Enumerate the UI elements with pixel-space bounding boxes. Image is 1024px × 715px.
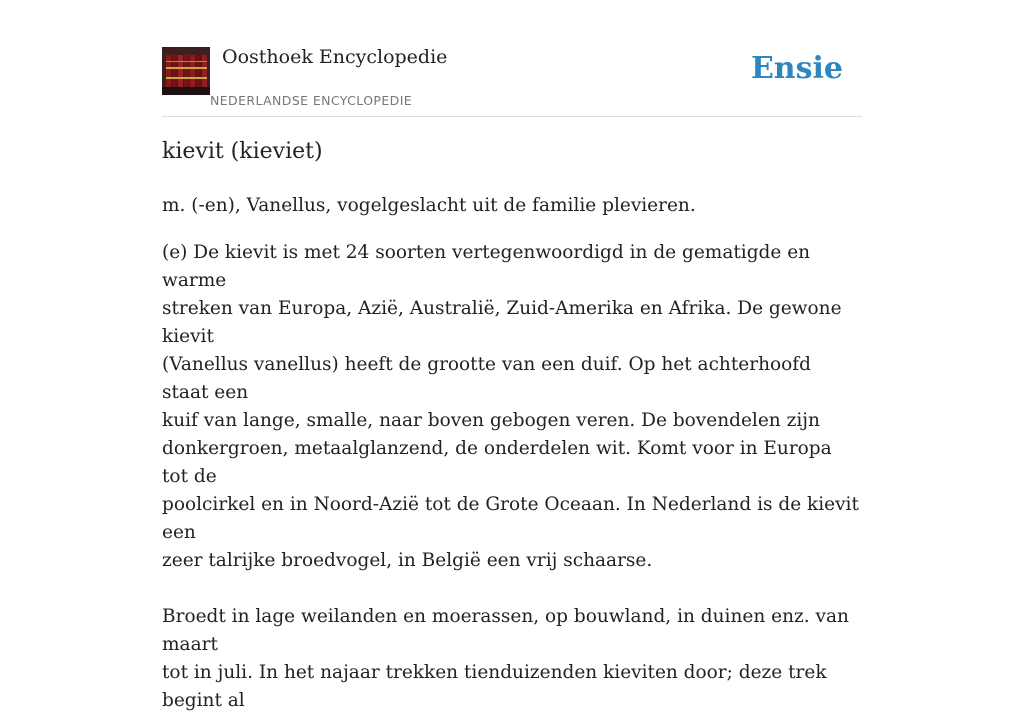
site-header [162,44,862,117]
body-line: zeer talrijke broedvogel, in België een vrij schaarse. [162,550,653,571]
body-line: Broedt in lage weilanden en moerassen, op bouwland, in duinen enz. van maart [162,606,849,655]
body-line: tot in juli. In het najaar trekken tienduizenden kieviten door; deze trek begint al [162,662,827,711]
body-line: poolcirkel en in Noord-Azië tot de Grote Oceaan. In Nederland is de kievit een [162,494,859,543]
site-subtitle: NEDERLANDSE ENCYCLOPEDIE [210,93,413,108]
body-line: kuif van lange, smalle, naar boven gebogen veren. De bovendelen zijn [162,410,820,431]
paragraph-gap [162,575,862,603]
body-line: (e) De kievit is met 24 soorten vertegenwoordigd in de gematigde en warme [162,242,811,291]
body-line: streken van Europa, Azië, Australië, Zuid-Amerika en Afrika. De gewone kievit [162,298,842,347]
entry-content [162,192,862,715]
body-line: (Vanellus vanellus) heeft de grootte van een duif. Op het achterhoofd staat een [162,354,811,403]
encyclopedia-books-icon[interactable] [162,47,210,95]
entry-lead: m. (-en), Vanellus, vogelgeslacht uit de familie plevieren. [162,195,696,216]
entry-title: kievit (kieviet) [162,139,323,164]
ensie-brand-link[interactable]: Ensie [750,51,843,86]
body-line: donkergroen, metaalglanzend, de onderdelen wit. Komt voor in Europa tot de [162,438,832,487]
site-title[interactable]: Oosthoek Encyclopedie [222,46,448,68]
entry-body [162,239,862,715]
